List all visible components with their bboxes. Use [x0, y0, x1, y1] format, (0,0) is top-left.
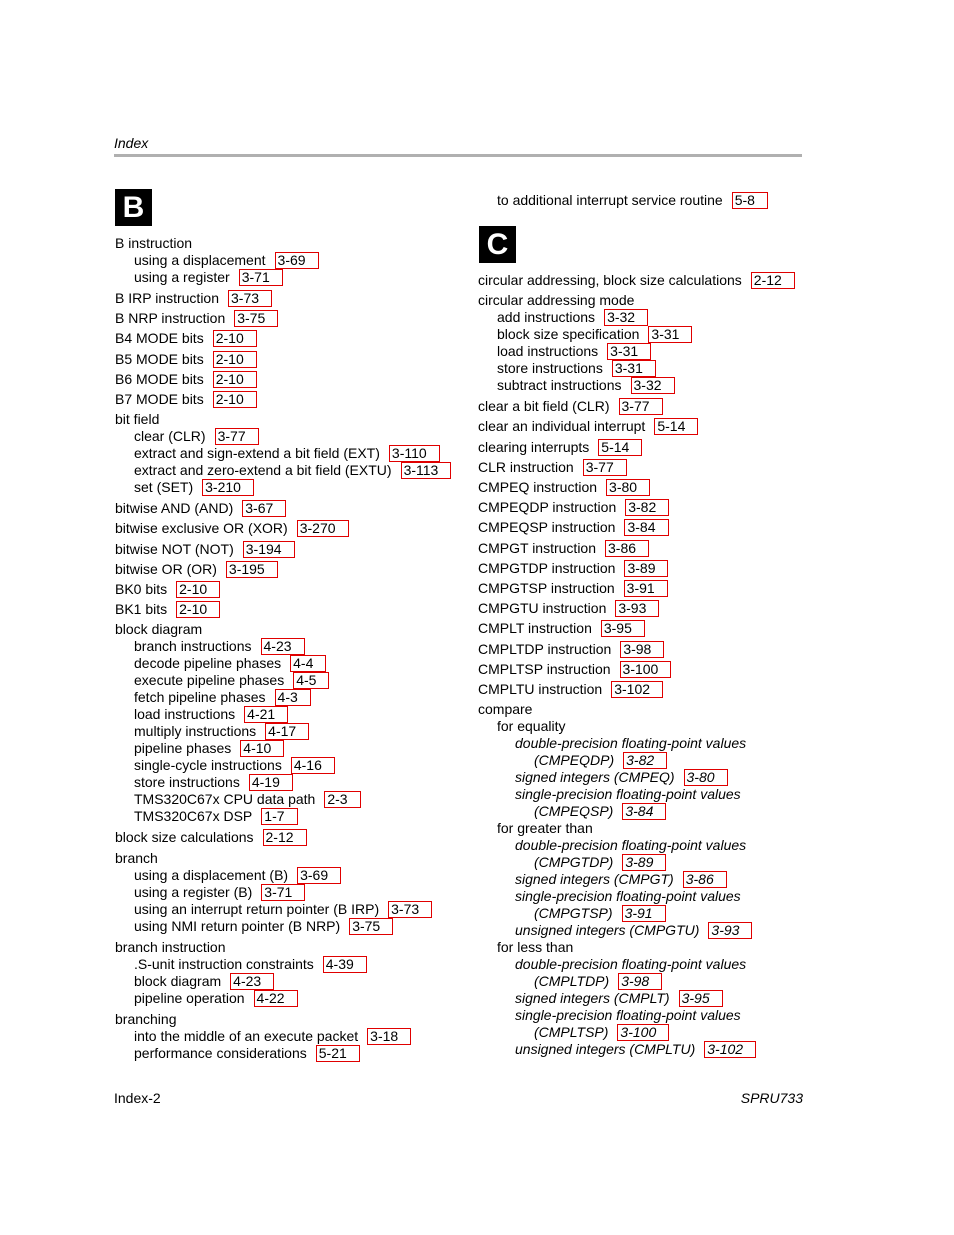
header-rule [114, 154, 802, 157]
page-link[interactable]: 3-100 [620, 661, 672, 678]
index-entry [134, 672, 329, 689]
page-link[interactable]: 3-71 [239, 269, 283, 286]
index-entry-text: fetch pipeline phases [134, 689, 266, 706]
index-entry [534, 854, 666, 871]
index-entry [515, 956, 746, 973]
index-entry [478, 272, 795, 289]
page-link[interactable]: 3-102 [704, 1041, 756, 1058]
page-link[interactable]: 3-80 [606, 479, 650, 496]
index-entry [515, 837, 746, 854]
index-entry-text: B NRP instruction [115, 310, 226, 327]
index-entry-text: CLR instruction [478, 458, 574, 475]
index-entry [515, 888, 741, 905]
page-link[interactable]: 5-14 [598, 439, 642, 456]
index-entry [515, 786, 741, 803]
index-entry [134, 428, 259, 445]
index-entry-text: pipeline phases [134, 740, 232, 757]
index-entry-text: using a displacement (B) [134, 866, 289, 883]
page-link[interactable]: 3-75 [234, 310, 278, 327]
index-entry-text: CMPGTU instruction [478, 600, 607, 617]
index-entry [115, 391, 257, 408]
index-entry [134, 445, 440, 462]
index-entry-text: double-precision floating-point values [515, 956, 747, 973]
index-entry [115, 411, 159, 428]
index-entry-text: CMPGTDP instruction [478, 559, 616, 576]
index-entry [115, 939, 226, 956]
index-entry [134, 269, 283, 286]
index-entry-text: extract and sign-extend a bit field (EXT) [134, 445, 380, 462]
index-entry [478, 641, 664, 658]
index-entry [134, 973, 274, 990]
index-entry [478, 560, 668, 577]
index-entry [478, 499, 669, 516]
index-entry-text: bitwise AND (AND) [115, 500, 234, 517]
index-entry [115, 561, 278, 578]
page-link[interactable]: 4-5 [293, 672, 329, 689]
page-link[interactable]: 3-73 [228, 290, 272, 307]
index-entry [478, 439, 642, 456]
index-entry [478, 292, 634, 309]
page-link[interactable]: 2-12 [751, 272, 795, 289]
page-link[interactable]: 4-4 [290, 655, 326, 672]
index-entry [134, 956, 367, 973]
page-link[interactable]: 3-31 [607, 343, 651, 360]
index-entry-text: circular addressing, block size calculations [478, 272, 742, 288]
index-entry [478, 600, 659, 617]
page-link[interactable]: 2-10 [213, 330, 257, 347]
page-link[interactable]: 3-194 [243, 541, 295, 558]
page-link[interactable]: 3-32 [631, 377, 675, 394]
page-link[interactable]: 3-210 [202, 479, 254, 496]
index-entry-text: load instructions [134, 706, 236, 723]
index-entry-text: bit field [115, 411, 160, 428]
index-entry [134, 791, 361, 808]
index-entry-text: B5 MODE bits [115, 350, 204, 367]
index-entry-text: single-cycle instructions [134, 757, 282, 774]
section-letter-c: C [479, 226, 516, 263]
index-entry [478, 519, 669, 536]
index-entry [478, 681, 663, 698]
page-link[interactable]: 3-95 [601, 620, 645, 637]
index-entry-text: pipeline operation [134, 989, 245, 1006]
index-entry-text: decode pipeline phases [134, 655, 282, 672]
index-entry [515, 735, 746, 752]
page-link[interactable]: 4-39 [323, 956, 367, 973]
index-entry [478, 418, 698, 435]
index-entry [478, 398, 663, 415]
page-link[interactable]: 3-69 [297, 867, 341, 884]
index-entry [534, 973, 662, 990]
index-entry-text: into the middle of an execute packet [134, 1027, 359, 1044]
page-link[interactable]: 3-86 [605, 540, 649, 557]
index-entry [534, 752, 667, 769]
index-entry [134, 918, 393, 935]
index-entry-text: signed integers (CMPEQ) [515, 769, 675, 786]
index-entry-text: B4 MODE bits [115, 330, 204, 347]
index-entry [134, 774, 293, 791]
page-link[interactable]: 4-17 [265, 723, 309, 740]
index-entry-text: B6 MODE bits [115, 370, 204, 387]
index-entry-text: unsigned integers (CMPGTU) [515, 922, 700, 939]
index-entry [134, 655, 326, 672]
index-entry-text: branch instructions [134, 638, 252, 655]
index-entry [134, 1028, 411, 1045]
index-entry [115, 850, 158, 867]
index-entry [478, 661, 671, 678]
index-entry [115, 601, 220, 618]
index-entry [134, 252, 319, 269]
index-entry-text: CMPGT instruction [478, 539, 596, 556]
index-entry-text: bitwise NOT (NOT) [115, 540, 234, 557]
index-entry [134, 1045, 360, 1062]
index-entry-text: performance considerations [134, 1044, 307, 1061]
page-link[interactable]: 3-91 [624, 580, 668, 597]
index-entry [478, 620, 645, 637]
index-entry-text: clear (CLR) [134, 428, 206, 445]
index-entry [478, 479, 650, 496]
index-entry-text: double-precision floating-point values [515, 735, 747, 752]
index-entry [515, 871, 727, 888]
index-entry [515, 769, 728, 786]
page-link[interactable]: 3-95 [679, 990, 723, 1007]
index-entry-text: store instructions [497, 360, 603, 377]
index-entry [134, 723, 309, 740]
page-link[interactable]: 4-21 [244, 706, 288, 723]
index-entry [134, 867, 341, 884]
index-entry [115, 351, 257, 368]
index-entry [134, 901, 432, 918]
index-entry [115, 330, 257, 347]
page-link[interactable]: 3-270 [297, 520, 349, 537]
index-entry-text: set (SET) [134, 479, 194, 496]
page-link[interactable]: 4-3 [275, 689, 311, 706]
index-entry [134, 689, 311, 706]
index-entry-text: double-precision floating-point values [515, 837, 747, 854]
index-entry [497, 939, 573, 956]
index-entry-text: (CMPGTSP) [534, 905, 613, 922]
index-entry-text: TMS320C67x DSP [134, 808, 253, 825]
index-entry [134, 740, 284, 757]
index-entry-text: using an interrupt return pointer (B IRP) [134, 900, 380, 917]
index-entry [115, 235, 192, 252]
index-entry-text: for equality [497, 718, 566, 735]
page-link[interactable]: 2-10 [176, 601, 220, 618]
index-entry-text: (CMPGTDP) [534, 854, 614, 871]
page-link[interactable]: 5-21 [316, 1045, 360, 1062]
index-entry-text: single-precision floating-point values [515, 786, 741, 803]
page-link[interactable]: 3-98 [618, 973, 662, 990]
index-entry [515, 990, 723, 1007]
index-entry-text: clearing interrupts [478, 438, 590, 455]
index-entry-text: multiply instructions [134, 723, 257, 740]
index-entry [497, 326, 692, 343]
page-link[interactable]: 5-8 [732, 192, 768, 209]
page-link[interactable]: 3-18 [367, 1028, 411, 1045]
index-entry [115, 621, 202, 638]
page-link[interactable]: 2-3 [324, 791, 360, 808]
index-entry-text: CMPLTU instruction [478, 681, 603, 697]
index-entry-text: CMPLTDP instruction [478, 640, 612, 657]
index-entry [115, 500, 286, 517]
index-entry-text: block diagram [134, 972, 222, 989]
page-link[interactable]: 3-100 [617, 1024, 669, 1041]
page-link[interactable]: 3-73 [388, 901, 432, 918]
page-link[interactable]: 2-10 [213, 391, 257, 408]
index-entry [115, 1011, 177, 1028]
page-link[interactable]: 3-84 [624, 519, 668, 536]
index-entry-text: branch [115, 849, 158, 866]
page-link[interactable]: 3-113 [401, 462, 452, 479]
index-entry-text: CMPEQSP instruction [478, 519, 616, 536]
index-entry-text: to additional interrupt service routine [497, 192, 723, 208]
index-entry [115, 371, 257, 388]
index-entry [497, 192, 768, 209]
page-link[interactable]: 2-10 [213, 371, 257, 388]
index-entry [115, 581, 220, 598]
index-entry [478, 459, 627, 476]
footer-page-number: Index-2 [114, 1090, 161, 1106]
footer-doc-id: SPRU733 [740, 1090, 803, 1106]
page-link[interactable]: 3-69 [275, 252, 319, 269]
index-entry-text: signed integers (CMPLT) [515, 990, 670, 1007]
index-entry-text: block diagram [115, 621, 203, 638]
page-link[interactable]: 3-67 [242, 500, 286, 517]
index-entry-text: extract and zero-extend a bit field (EXTU) [134, 462, 392, 479]
page-link[interactable]: 3-110 [389, 445, 440, 462]
page-link[interactable]: 3-89 [624, 560, 668, 577]
index-entry-text: clear a bit field (CLR) [478, 398, 610, 415]
index-entry [497, 820, 593, 837]
index-entry [134, 479, 254, 496]
page-link[interactable]: 4-19 [249, 774, 293, 791]
page-link[interactable]: 3-91 [622, 905, 666, 922]
index-entry-text: using NMI return pointer (B NRP) [134, 917, 341, 934]
index-entry-text: clear an individual interrupt [478, 418, 646, 435]
index-entry-text: store instructions [134, 774, 240, 791]
index-entry [478, 540, 649, 557]
index-entry [534, 1024, 669, 1041]
index-entry-text: .S-unit instruction constraints [134, 955, 314, 972]
index-entry-text: add instructions [497, 309, 596, 326]
index-entry [515, 1007, 741, 1024]
page-link[interactable]: 1-7 [261, 808, 297, 825]
index-entry-text: (CMPEQSP) [534, 803, 614, 820]
page-link[interactable]: 3-75 [349, 918, 393, 935]
index-entry-text: (CMPLTDP) [534, 973, 610, 990]
page-link[interactable]: 3-84 [622, 803, 666, 820]
index-entry-text: load instructions [497, 343, 599, 360]
page-link[interactable]: 3-195 [226, 561, 278, 578]
index-entry-text: CMPGTSP instruction [478, 580, 615, 596]
index-entry-text: block size specification [497, 326, 640, 343]
index-entry [515, 1041, 756, 1058]
page-link[interactable]: 3-102 [611, 681, 663, 698]
index-entry [497, 377, 675, 394]
page-link[interactable]: 2-10 [213, 351, 257, 368]
page-link[interactable]: 3-32 [604, 309, 648, 326]
index-entry [115, 310, 278, 327]
index-entry [534, 803, 666, 820]
index-entry [497, 343, 651, 360]
index-entry [115, 829, 307, 846]
index-entry [478, 701, 532, 718]
index-entry-text: circular addressing mode [478, 292, 635, 309]
index-entry [515, 922, 752, 939]
index-entry-text: compare [478, 701, 533, 718]
index-entry-text: single-precision floating-point values [515, 888, 741, 905]
section-letter-b: B [115, 189, 152, 226]
index-entry-text: unsigned integers (CMPLTU) [515, 1041, 696, 1058]
index-entry [134, 884, 305, 901]
index-entry-text: B7 MODE bits [115, 391, 204, 407]
index-entry-text: CMPEQ instruction [478, 479, 598, 495]
page-link[interactable]: 3-31 [612, 360, 656, 377]
index-entry-text: B instruction [115, 235, 193, 251]
page-link[interactable]: 2-10 [176, 581, 220, 598]
index-entry-text: B IRP instruction [115, 290, 220, 306]
index-entry [497, 718, 565, 735]
index-entry-text: (CMPEQDP) [534, 752, 615, 769]
page-link[interactable]: 4-16 [291, 757, 335, 774]
index-entry [478, 580, 668, 597]
index-entry [134, 706, 288, 723]
page-link[interactable]: 3-77 [583, 459, 627, 476]
page-link[interactable]: 5-14 [654, 418, 698, 435]
index-entry [134, 757, 335, 774]
page-link[interactable]: 3-93 [708, 922, 752, 939]
page-link[interactable]: 3-93 [615, 600, 659, 617]
index-entry-text: (CMPLTSP) [534, 1024, 609, 1041]
index-entry [497, 309, 648, 326]
index-entry [134, 990, 298, 1007]
page-link[interactable]: 3-82 [623, 752, 667, 769]
page-link[interactable]: 3-82 [625, 499, 669, 516]
index-entry-text: using a displacement [134, 252, 266, 268]
index-entry-text: execute pipeline phases [134, 672, 285, 689]
index-entry-text: branching [115, 1010, 177, 1027]
page-link[interactable]: 4-23 [261, 638, 305, 655]
index-entry-text: CMPLTSP instruction [478, 660, 611, 677]
index-entry [115, 290, 272, 307]
page-link[interactable]: 4-10 [240, 740, 284, 757]
index-entry-text: using a register [134, 269, 230, 285]
index-entry [534, 905, 666, 922]
page-link[interactable]: 3-98 [620, 641, 664, 658]
index-entry [134, 638, 305, 655]
index-entry-text: CMPLT instruction [478, 620, 592, 637]
page-link[interactable]: 3-77 [215, 428, 259, 445]
page-link[interactable]: 3-86 [683, 871, 727, 888]
index-entry-text: BK1 bits [115, 601, 168, 618]
index-entry-text: block size calculations [115, 829, 254, 846]
page-link[interactable]: 3-80 [684, 769, 728, 786]
index-entry [115, 541, 295, 558]
index-entry [115, 520, 349, 537]
page-link[interactable]: 3-31 [648, 326, 692, 343]
page-link[interactable]: 3-77 [619, 398, 663, 415]
index-entry-text: subtract instructions [497, 377, 622, 394]
index-entry-text: signed integers (CMPGT) [515, 871, 674, 888]
index-entry-text: TMS320C67x CPU data path [134, 791, 316, 808]
index-entry-text: bitwise exclusive OR (XOR) [115, 520, 288, 537]
page-link[interactable]: 4-22 [254, 990, 298, 1007]
index-entry-text: branch instruction [115, 938, 226, 955]
index-entry-text: using a register (B) [134, 883, 253, 900]
index-entry-text: bitwise OR (OR) [115, 560, 217, 577]
index-entry [497, 360, 656, 377]
index-entry-text: CMPEQDP instruction [478, 499, 617, 516]
index-entry-text: for greater than [497, 820, 593, 837]
index-entry-text: for less than [497, 939, 574, 956]
page-link[interactable]: 2-12 [263, 829, 307, 846]
index-entry [134, 462, 451, 479]
index-entry [134, 808, 298, 825]
page-link[interactable]: 4-23 [230, 973, 274, 990]
index-entry-text: single-precision floating-point values [515, 1007, 741, 1024]
index-entry-text: BK0 bits [115, 581, 168, 597]
page-link[interactable]: 3-89 [622, 854, 666, 871]
running-header: Index [114, 135, 149, 151]
page-link[interactable]: 3-71 [261, 884, 305, 901]
